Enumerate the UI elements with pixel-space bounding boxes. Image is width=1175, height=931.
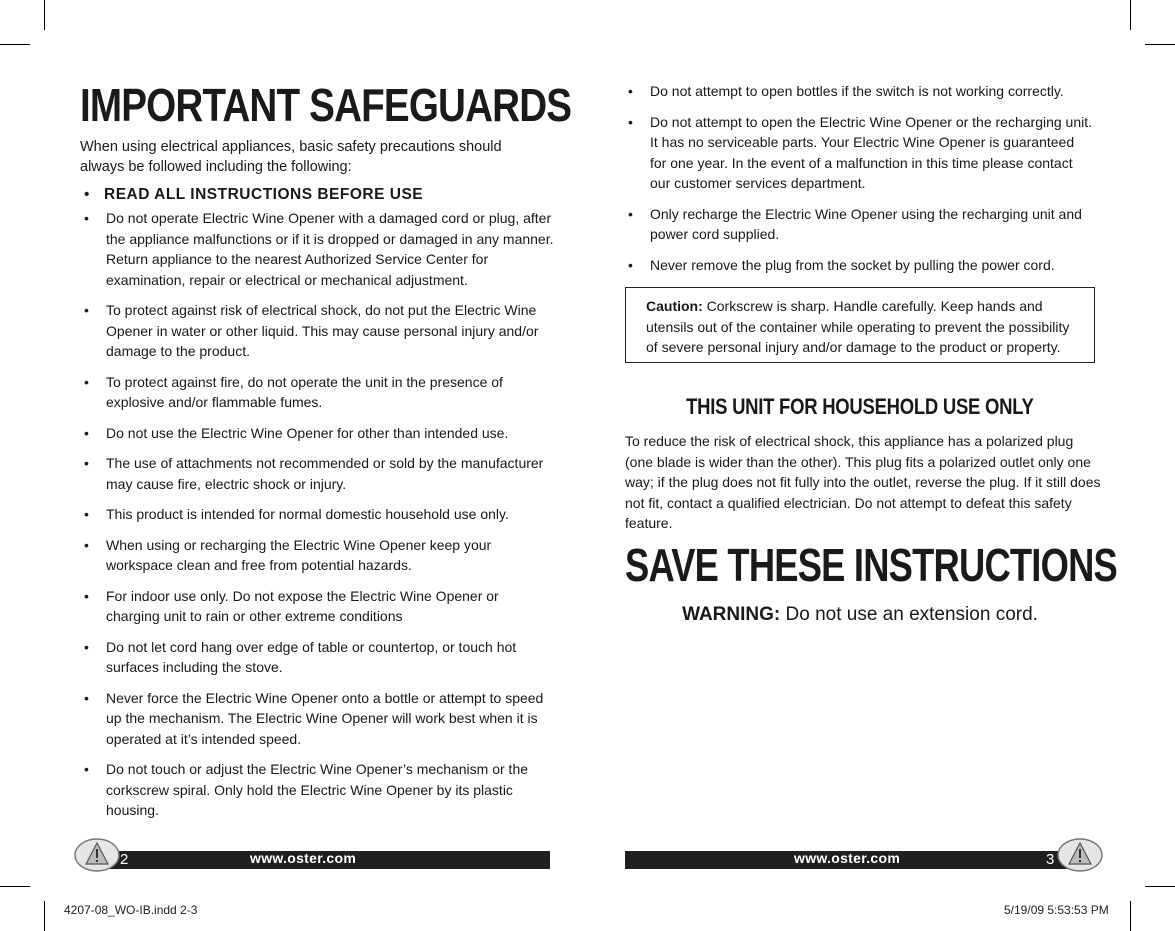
- list-item: • Do not attempt to open the Electric Wine Opener or the recharging unit. It has no serviceable parts. Your Electric Wine Opener is guaranteed for one year. In the event of a malfunction in this time please contact our customer services department.: [624, 112, 1094, 194]
- household-heading: [625, 394, 1095, 420]
- warning-text: Do not use an extension cord.: [780, 604, 1038, 625]
- list-item: • Do not use the Electric Wine Opener for other than intended use.: [80, 423, 555, 444]
- save-instructions-heading: SAVE THESE INSTRUCTIONS: [625, 539, 1117, 591]
- list-item: • The use of attachments not recommended or sold by the manufacturer may cause fire, electric shock or injury.: [80, 453, 555, 494]
- page-number-left: 2: [120, 851, 129, 868]
- warning-triangle-icon: [1057, 837, 1103, 873]
- warning-line: [625, 604, 1095, 626]
- polarized-plug-text: To reduce the risk of electrical shock, this appliance has a polarized plug (one blade is wider than the other). This plug fits a polarized outlet only one way; if the plug does not fit fully into the outlet, reverse the plug. If it still does not fit, contact a qualified electrician. Do not attempt to defeat this safety feature.: [625, 433, 1101, 531]
- list-item: • To protect against fire, do not operate the unit in the presence of explosive and/or flammable fumes.: [80, 372, 555, 413]
- crop-mark: [0, 886, 30, 887]
- list-item: • Never force the Electric Wine Opener onto a bottle or attempt to speed up the mechanism. The Electric Wine Opener will work best when it is operated at it’s intended speed.: [80, 688, 555, 750]
- list-item: • This product is intended for normal domestic household use only.: [80, 504, 555, 525]
- crop-mark: [1130, 901, 1131, 931]
- crop-mark: [1145, 886, 1175, 887]
- slug-timestamp: 5/19/09 5:53:53 PM: [1004, 903, 1109, 917]
- caution-label: Caution:: [646, 298, 703, 314]
- page-number-right: 3: [1046, 851, 1055, 868]
- list-item: • When using or recharging the Electric Wine Opener keep your workspace clean and free from potential hazards.: [80, 535, 555, 576]
- list-item: • For indoor use only. Do not expose the Electric Wine Opener or charging unit to rain or other extreme conditions: [80, 586, 555, 627]
- safeguard-list-continued: [624, 81, 1094, 285]
- list-item: • Do not operate Electric Wine Opener with a damaged cord or plug, after the appliance malfunctions or if it is dropped or damaged in any manner. Return appliance to the nearest Authorized Service Center for examination, repair or electrical or mechanical adjustment.: [80, 208, 555, 290]
- crop-mark: [0, 44, 30, 45]
- crop-mark: [1145, 44, 1175, 45]
- crop-mark: [44, 0, 45, 30]
- safeguard-list: [80, 208, 555, 831]
- warning-triangle-icon: [74, 837, 120, 873]
- footer-url-right[interactable]: www.oster.com: [794, 850, 901, 866]
- footer-url-left[interactable]: www.oster.com: [250, 850, 357, 866]
- list-item: • Never remove the plug from the socket by pulling the power cord.: [624, 255, 1094, 276]
- intro-text: When using electrical appliances, basic safety precautions should always be followed including the following:: [80, 139, 502, 175]
- list-item: • Do not let cord hang over edge of table or countertop, or touch hot surfaces including the stove.: [80, 637, 555, 678]
- list-item: • Do not touch or adjust the Electric Wine Opener’s mechanism or the corkscrew spiral. Only hold the Electric Wine Opener by its plastic housing.: [80, 759, 555, 821]
- warning-label: WARNING:: [682, 604, 781, 625]
- crop-mark: [44, 901, 45, 931]
- list-item: • To protect against risk of electrical shock, do not put the Electric Wine Opener in water or other liquid. This may cause personal injury and/or damage to the product.: [80, 300, 555, 362]
- crop-mark: [1130, 0, 1131, 30]
- list-item: • Do not attempt to open bottles if the switch is not working correctly.: [624, 81, 1094, 102]
- slug-filename: 4207-08_WO-IB.indd 2-3: [64, 903, 198, 917]
- read-all-label: READ ALL INSTRUCTIONS BEFORE USE: [104, 186, 424, 203]
- page-title: IMPORTANT SAFEGUARDS: [80, 79, 572, 131]
- caution-box: [625, 287, 1095, 363]
- household-heading-text: THIS UNIT FOR HOUSEHOLD USE ONLY: [686, 394, 1034, 419]
- list-item: • Only recharge the Electric Wine Opener using the recharging unit and power cord supplied.: [624, 204, 1094, 245]
- caution-text: Corkscrew is sharp. Handle carefully. Keep hands and utensils out of the container while operating to prevent the possibility of severe personal injury and/or damage to the product or property.: [646, 298, 1070, 355]
